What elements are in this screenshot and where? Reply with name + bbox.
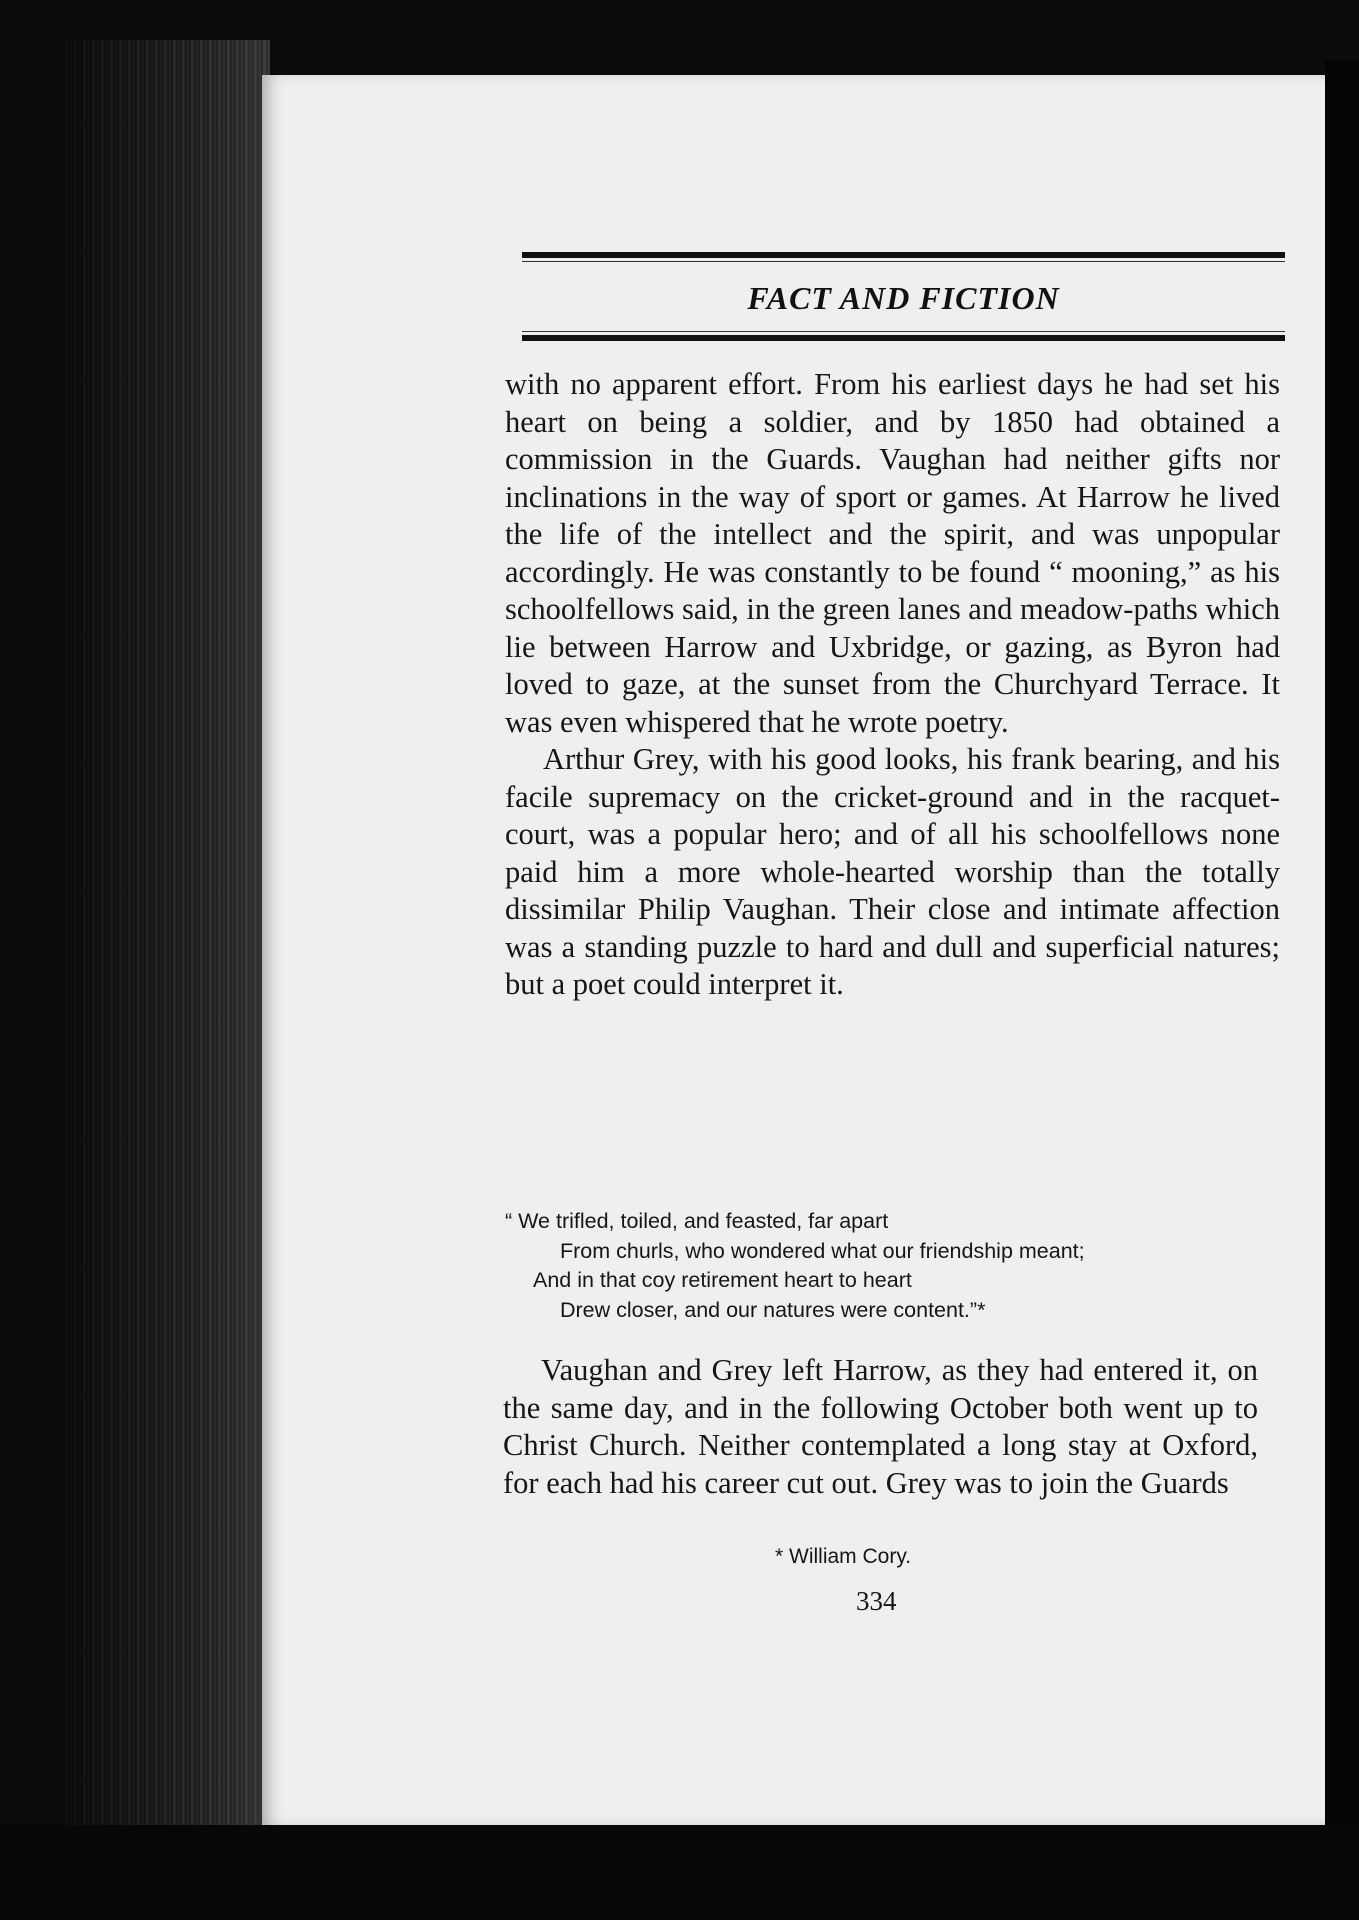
header-rule-thin-bottom <box>522 331 1285 332</box>
page-number: 334 <box>856 1586 897 1616</box>
paragraph-arthur-grey: Arthur Grey, with his good looks, his frank bearing, and his facile supremacy on the cricket-ground and in the racquet-court, was a popular hero; and of all his schoolfellows none paid him a more whole-hearted worship than the totally dissimilar Philip Vaughan. Their close and intimate affection was a standing puzzle to hard and dull and superficial natures; but a poet could interpret it. <box>505 742 1280 1001</box>
paragraph-continuation: with no apparent effort. From his earliest days he had set his heart on being a soldier, and by 1850 had obtained a commission in the Guards. Vaughan had neither gifts nor inclinations in the way of sport or games. At Harrow he lived the life of the intellect and the spirit, and was unpopular accordingly. He was constantly to be found “ mooning,” as his schoolfellows said, in the green lanes and meadow-paths which lie between Harrow and Uxbridge, or gazing, as Byron had loved to gaze, at the sunset from the Churchyard Terrace. It was even whispered that he wrote poetry. <box>505 367 1280 739</box>
body-text-closing <box>503 1352 1258 1502</box>
poem-line-4: Drew closer, and our natures were content.”* <box>560 1297 986 1322</box>
running-header <box>522 252 1285 341</box>
poem-quotation <box>505 1207 1280 1325</box>
header-rule-thick-bottom <box>522 335 1285 341</box>
running-head-title: FACT AND FICTION <box>747 280 1060 316</box>
paragraph-oxford: Vaughan and Grey left Harrow, as they had entered it, on the same day, and in the following October both went up to Christ Church. Neither contemplated a long stay at Oxford, for each had his career cut out. Grey was to join the Guards <box>503 1353 1258 1500</box>
header-rule-thin-top <box>522 261 1285 262</box>
bottom-dark-margin <box>0 1825 1359 1920</box>
book-edge-shadow <box>60 40 270 1830</box>
poem-line-1: “ We trifled, toiled, and feasted, far apart <box>505 1209 889 1233</box>
right-dark-rim <box>1325 60 1359 1850</box>
footnote: * William Cory. <box>775 1545 912 1568</box>
body-text-main <box>505 366 1280 1004</box>
poem-line-2: From churls, who wondered what our friendship meant; <box>560 1238 1085 1263</box>
header-rule-thick-top <box>522 252 1285 258</box>
poem-line-3: And in that coy retirement heart to heart <box>533 1268 912 1292</box>
